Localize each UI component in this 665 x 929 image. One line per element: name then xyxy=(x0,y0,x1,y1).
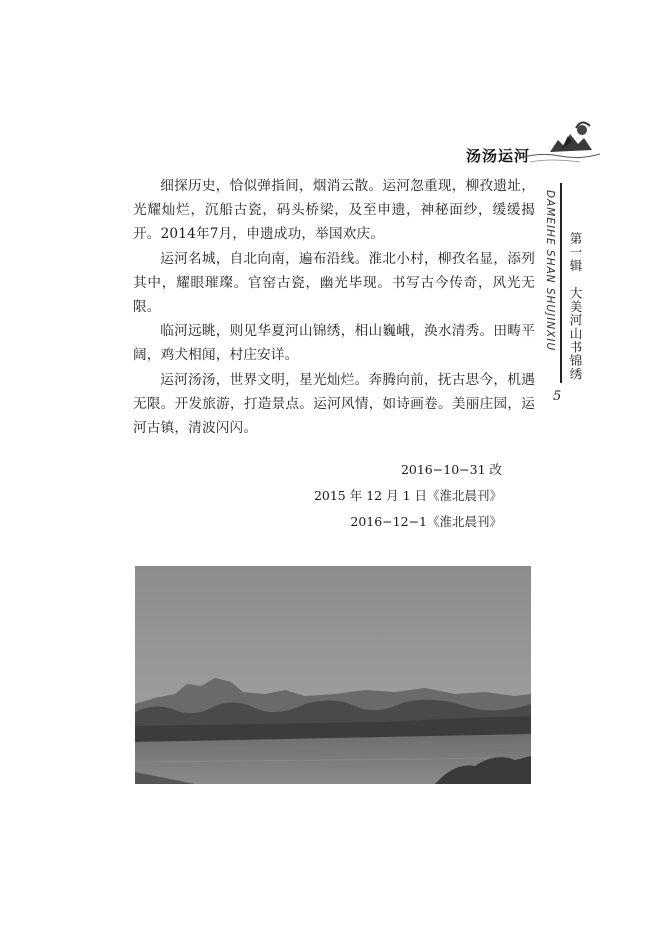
section-label: 第一辑 xyxy=(568,232,583,273)
paragraph: 细探历史，恰似弹指间，烟消云散。运河忽重现，柳孜遗址，光耀灿烂，沉船古瓷，码头桥梁，及至申遗，神秘面纱，缓缓揭开。2014年7月，申遗成功，举国欢庆。 xyxy=(133,178,535,243)
pinyin-vertical-title: DAMEIHE SHAN SHUJINXIU xyxy=(544,190,556,352)
side-rule xyxy=(560,183,562,383)
paragraph: 临河远眺，则见华夏河山锦绣，相山巍峨，涣水清秀。田畴平阔，鸡犬相闻，村庄安详。 xyxy=(133,323,535,364)
lake-photo-image xyxy=(135,566,531,784)
page-number: 5 xyxy=(553,389,562,404)
subsection-label: 大美河山书锦绣 xyxy=(568,286,583,381)
publication-line: 2015 年 12 月 1 日《淮北晨刊》 xyxy=(313,488,502,503)
paragraph: 运河汤汤，世界文明，星光灿烂。奔腾向前，抚古思今，机遇无限。开发旅游，打造景点。运河风情，如诗画卷。美丽庄园，运河古镇，清波闪闪。 xyxy=(133,371,535,437)
body-text xyxy=(133,174,535,440)
publication-line: 2016−12−1《淮北晨刊》 xyxy=(350,514,502,529)
section-vertical-title xyxy=(566,232,584,381)
landscape-photo xyxy=(135,566,531,784)
ink-landscape-ornament xyxy=(520,118,600,168)
paragraph: 运河名城，自北向南，遍布沿线。淮北小村，柳孜名显，添列其中，耀眼璀璨。官窑古瓷，幽光毕现。书写古今传奇，风光无限。 xyxy=(133,250,535,316)
revision-date: 2016−10−31 改 xyxy=(400,462,502,477)
running-title: 汤汤运河 xyxy=(466,147,531,165)
